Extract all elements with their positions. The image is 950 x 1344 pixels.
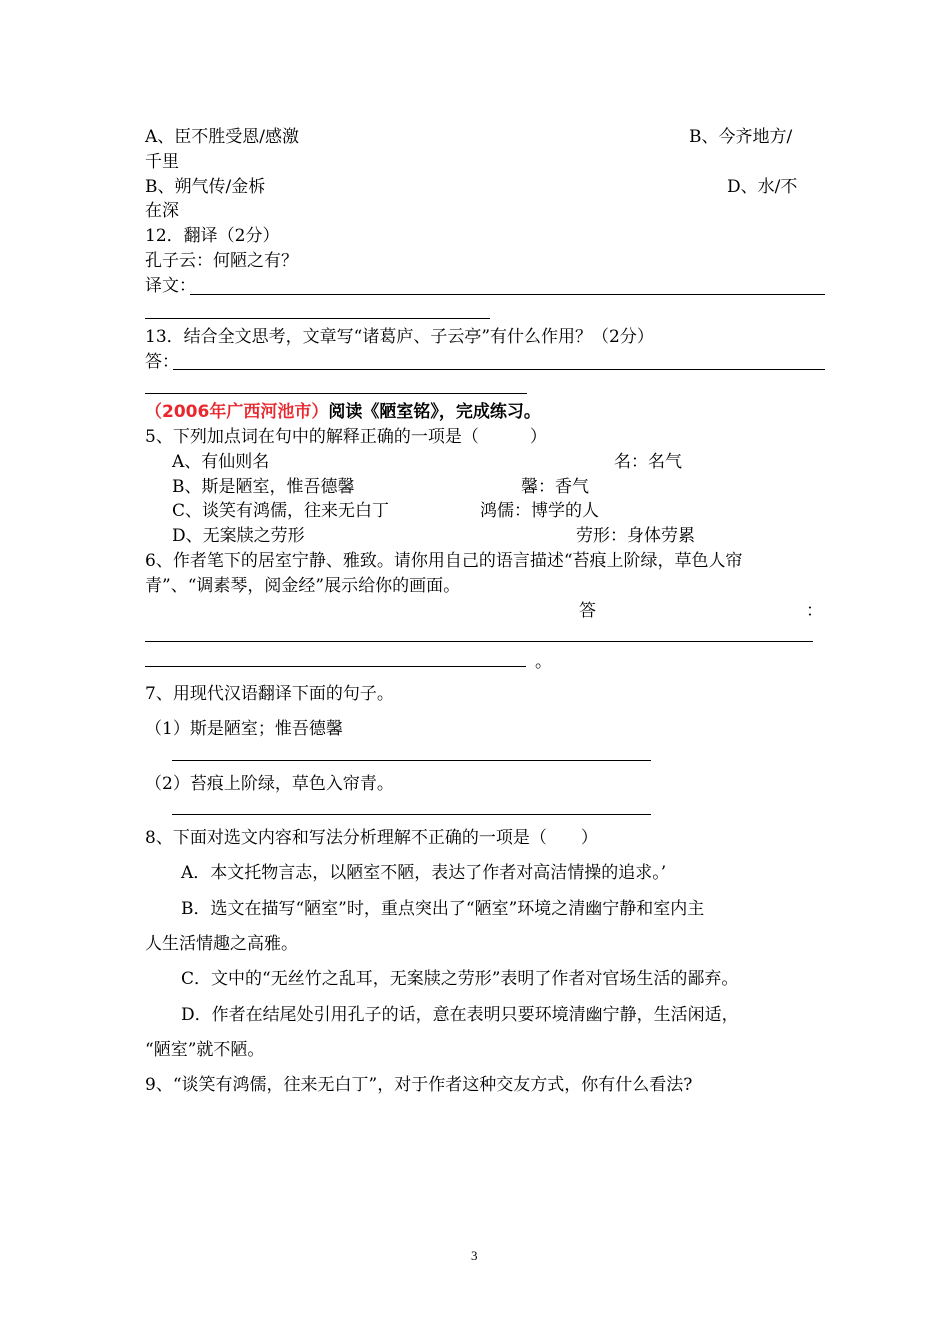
q9-heading: 9、“谈笑有鸿儒，往来无白丁”，对于作者这种交友方式，你有什么看法? <box>145 1075 693 1095</box>
q6-end-period: 。 <box>535 652 552 672</box>
q5-option-d: D、无案牍之劳形 <box>172 526 305 546</box>
q8-option-c: C．文中的“无丝竹之乱耳，无案牍之劳形”表明了作者对官场生活的鄙弃。 <box>181 969 739 989</box>
q13-answer-label: 答： <box>145 352 179 372</box>
section-source: （2006年广西河池市） <box>145 402 329 422</box>
q12-answer-line-2[interactable] <box>145 318 490 319</box>
q6-answer-line-1[interactable] <box>145 641 813 642</box>
section-header <box>145 401 541 423</box>
q6-answer-line-2[interactable] <box>145 666 526 667</box>
q6-line-1: 6、作者笔下的居室宁静、雅致。请你用自己的语言描述“苔痕上阶绿，草色人帘 <box>145 551 743 571</box>
q7-item-2: （2）苔痕上阶绿，草色入帘青。 <box>145 774 394 794</box>
q12-answer-line-1[interactable] <box>190 294 825 295</box>
q13-answer-line-1[interactable] <box>173 369 825 370</box>
q8-option-d-line-1: D．作者在结尾处引用孔子的话，意在表明只要环境清幽宁静，生活闲适， <box>181 1005 739 1025</box>
q5-option-b-gloss: 馨：香气 <box>521 477 589 497</box>
q11-option-b2: B、朔气传/金柝 <box>145 177 266 197</box>
q12-translation-label: 译文： <box>145 276 196 296</box>
q5-option-b: B、斯是陋室，惟吾德馨 <box>172 477 355 497</box>
q8-option-b-line-2: 人生活情趣之高雅。 <box>145 934 298 954</box>
q5-option-d-gloss: 劳形：身体劳累 <box>576 526 695 546</box>
q8-option-a: A．本文托物言志，以陋室不陋，表达了作者对高洁情操的追求。’ <box>181 863 667 883</box>
q5-option-c-gloss: 鸿儒：博学的人 <box>480 501 599 521</box>
q6-answer-colon: ： <box>806 601 823 621</box>
q11-option-a: A、臣不胜受恩/感激 <box>145 127 300 147</box>
q7-item-1-answer-line[interactable] <box>172 760 651 761</box>
q8-option-d-line-2: “陋室”就不陋。 <box>145 1040 265 1060</box>
q11-option-d-continued: 在深 <box>145 201 179 221</box>
q11-option-b1-continued: 千里 <box>145 152 179 172</box>
q11-option-b1: B、今齐地方/ <box>689 127 793 147</box>
q12-source-text: 孔子云：何陋之有？ <box>145 251 298 271</box>
q6-line-2: 青”、“调素琴，阅金经”展示给你的画面。 <box>145 576 461 596</box>
q5-option-a: A、有仙则名 <box>172 452 270 472</box>
q5-option-c: C、谈笑有鸿儒，往来无白丁 <box>172 501 390 521</box>
q7-item-1: （1）斯是陋室；惟吾德馨 <box>145 719 343 739</box>
q8-heading: 8、下面对选文内容和写法分析理解不正确的一项是（ ） <box>145 828 598 848</box>
section-title: 阅读《陋室铭》，完成练习。 <box>328 402 541 422</box>
q8-option-b-line-1: B．选文在描写“陋室”时，重点突出了“陋室”环境之清幽宁静和室内主 <box>181 899 705 919</box>
q7-heading: 7、用现代汉语翻译下面的句子。 <box>145 684 394 704</box>
q5-option-a-gloss: 名：名气 <box>614 452 682 472</box>
page-number: 3 <box>471 1248 478 1263</box>
q6-answer-label: 答 <box>579 601 596 621</box>
q11-option-d: D、水/不 <box>727 177 798 197</box>
q13-answer-line-2[interactable] <box>145 393 527 394</box>
q5-heading: 5、下列加点词在句中的解释正确的一项是（ ） <box>145 427 547 447</box>
q12-heading: 12．翻译（2分） <box>145 226 280 246</box>
q13-heading: 13．结合全文思考，文章写“诸葛庐、子云亭”有什么作用？（2分） <box>145 327 654 347</box>
q7-item-2-answer-line[interactable] <box>172 814 651 815</box>
